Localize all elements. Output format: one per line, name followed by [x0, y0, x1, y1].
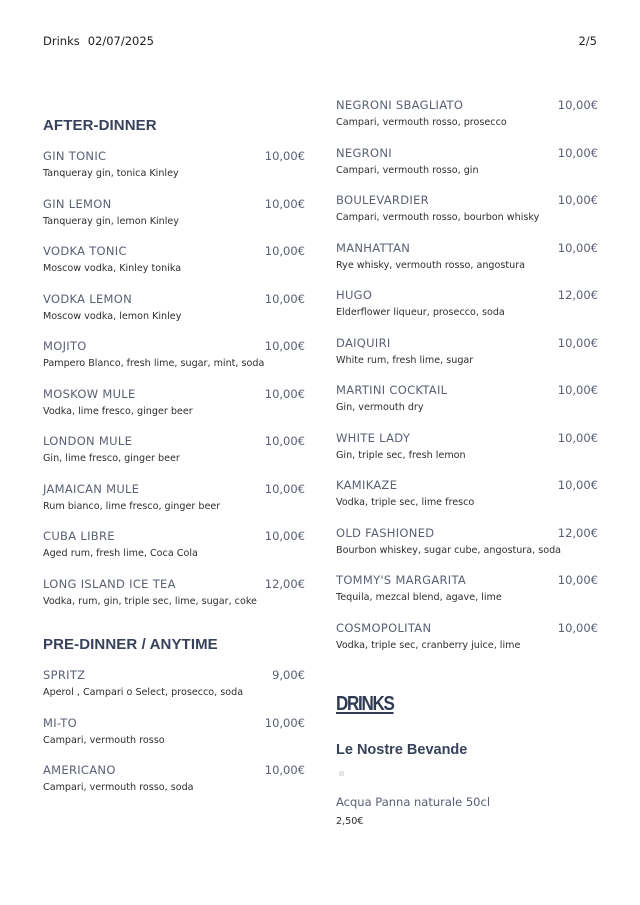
menu-item-row — [43, 666, 305, 684]
menu-item-price: 10,00€ — [264, 244, 305, 258]
after-dinner-list — [43, 147, 305, 622]
menu-item-row — [336, 144, 598, 162]
menu-item-row — [336, 96, 598, 114]
menu-item-description: White rum, fresh lime, sugar — [336, 354, 474, 366]
menu-item-row — [336, 334, 598, 352]
menu-item-description: Tanqueray gin, tonica Kinley — [43, 168, 179, 179]
menu-item-description: Elderflower liqueur, prosecco, soda — [336, 307, 505, 318]
menu-item-price: 10,00€ — [557, 620, 598, 635]
header-date: 02/07/2025 — [87, 34, 155, 48]
menu-item-price: 12,00€ — [557, 525, 598, 540]
menu-item — [336, 96, 598, 144]
menu-item-row — [336, 476, 598, 494]
menu-item-description: Vodka, triple sec, cranberry juice, lime — [336, 639, 521, 651]
menu-item — [43, 385, 305, 433]
menu-item-row — [336, 381, 598, 399]
menu-item — [43, 147, 305, 195]
menu-item-row — [336, 239, 598, 257]
menu-item-row — [43, 527, 305, 545]
menu-item — [43, 714, 305, 762]
menu-item-name: OLD FASHIONED — [336, 525, 435, 540]
menu-item-name: WHITE LADY — [336, 430, 411, 445]
menu-item-description: Moscow vodka, Kinley tonika — [43, 263, 182, 274]
menu-item-price: 10,00€ — [264, 196, 305, 211]
menu-item — [336, 619, 598, 667]
drinks-heading: DRINKS — [336, 693, 394, 715]
menu-item-row — [336, 429, 598, 447]
menu-item — [336, 191, 598, 239]
menu-item-description: Gin, triple sec, fresh lemon — [336, 449, 466, 461]
menu-item-name: CUBA LIBRE — [43, 529, 115, 543]
menu-item-description: Campari, vermouth rosso — [43, 734, 165, 746]
menu-item-price: 10,00€ — [557, 573, 598, 587]
menu-item-row — [43, 195, 305, 213]
menu-item-description: Moscow vodka, lemon Kinley — [43, 310, 182, 322]
menu-item-row — [43, 337, 305, 355]
menu-item-name: GIN LEMON — [43, 196, 112, 211]
page-header-left — [43, 34, 154, 48]
menu-item-description: Vodka, triple sec, lime fresco — [336, 497, 475, 508]
menu-item-row — [336, 524, 598, 542]
section-title-pre-dinner: PRE-DINNER / ANYTIME — [43, 636, 218, 653]
menu-item-row — [43, 480, 305, 498]
menu-item-description: Tequila, mezcal blend, agave, lime — [336, 592, 502, 603]
menu-item-price: 10,00€ — [557, 383, 598, 397]
menu-item-name: LONDON MULE — [43, 434, 133, 448]
menu-item-name: NEGRONI SBAGLIATO — [336, 98, 464, 112]
menu-item-price: 10,00€ — [557, 145, 598, 160]
sub-heading: Le Nostre Bevande — [336, 742, 468, 758]
menu-item-name: MANHATTAN — [336, 240, 411, 255]
menu-item-row — [336, 191, 598, 209]
menu-item-price: 10,00€ — [557, 98, 598, 112]
menu-item-name: TOMMY'S MARGARITA — [336, 573, 467, 587]
menu-item-description: Campari, vermouth rosso, bourbon whisky — [336, 212, 540, 223]
menu-item-row — [336, 619, 598, 637]
menu-item-price: 10,00€ — [264, 291, 305, 306]
menu-item-name: VODKA LEMON — [43, 291, 132, 306]
pre-dinner-list — [43, 666, 305, 809]
menu-item-name: MI-TO — [43, 715, 77, 730]
menu-item-price: 10,00€ — [264, 386, 305, 401]
menu-item — [336, 429, 598, 477]
menu-item — [43, 337, 305, 385]
menu-item-name: HUGO — [336, 288, 373, 302]
menu-item-description: Campari, vermouth rosso, prosecco — [336, 117, 507, 128]
menu-item — [336, 381, 598, 429]
header-title: Drinks — [43, 34, 80, 48]
menu-item-price: 10,00€ — [264, 149, 305, 163]
menu-item-name: MOSKOW MULE — [43, 386, 136, 401]
menu-item — [43, 480, 305, 528]
menu-item-price: 12,00€ — [264, 576, 305, 591]
menu-item-name: VODKA TONIC — [43, 244, 127, 258]
menu-item-price: 10,00€ — [557, 335, 598, 350]
menu-item-name: AMERICANO — [43, 763, 116, 777]
menu-item-price: 10,00€ — [557, 478, 598, 492]
menu-item — [43, 527, 305, 575]
menu-item — [336, 571, 598, 619]
menu-item-description: Rye whisky, vermouth rosso, angostura — [336, 259, 526, 271]
menu-item-price: 10,00€ — [264, 339, 305, 353]
menu-item-price: 10,00€ — [264, 434, 305, 448]
water-item-name: Acqua Panna naturale 50cl — [336, 795, 491, 809]
menu-item-row — [43, 761, 305, 779]
menu-item-row — [43, 385, 305, 403]
menu-item-name: SPRITZ — [43, 668, 86, 682]
menu-item — [43, 432, 305, 480]
menu-item-price: 10,00€ — [264, 529, 305, 543]
menu-item-price: 10,00€ — [557, 240, 598, 255]
menu-item-name: NEGRONI — [336, 145, 392, 160]
cocktail-list — [336, 96, 598, 666]
page-number: 2/5 — [578, 34, 597, 48]
menu-item-row — [43, 147, 305, 165]
menu-item-description: Vodka, rum, gin, triple sec, lime, sugar, coke — [43, 595, 257, 607]
menu-item-row — [336, 286, 598, 304]
menu-item-description: Aged rum, fresh lime, Coca Cola — [43, 548, 198, 559]
menu-item-price: 10,00€ — [264, 715, 305, 730]
menu-item-name: MARTINI COCKTAIL — [336, 383, 448, 397]
menu-item-name: JAMAICAN MULE — [43, 481, 140, 496]
menu-item — [43, 195, 305, 243]
menu-item — [336, 239, 598, 287]
left-column — [43, 117, 305, 809]
menu-item-name: LONG ISLAND ICE TEA — [43, 576, 176, 591]
water-item-price: 2,50€ — [336, 816, 364, 827]
menu-item-row — [43, 290, 305, 308]
menu-item — [43, 290, 305, 338]
menu-item-price: 9,00€ — [272, 668, 305, 682]
menu-item-row — [43, 432, 305, 450]
menu-item-description: Campari, vermouth rosso, soda — [43, 782, 194, 793]
menu-item-description: Bourbon whiskey, sugar cube, angostura, soda — [336, 544, 562, 556]
menu-item-name: GIN TONIC — [43, 149, 107, 163]
menu-item-description: Gin, vermouth dry — [336, 402, 424, 413]
menu-item-row — [43, 242, 305, 260]
menu-item-name: BOULEVARDIER — [336, 193, 429, 207]
section-title-after-dinner: AFTER-DINNER — [43, 117, 157, 134]
menu-item-description: Campari, vermouth rosso, gin — [336, 164, 479, 176]
menu-item-name: COSMOPOLITAN — [336, 620, 432, 635]
menu-item — [336, 334, 598, 382]
menu-item-description: Gin, lime fresco, ginger beer — [43, 453, 180, 464]
menu-item-description: Rum bianco, lime fresco, ginger beer — [43, 500, 221, 512]
menu-item — [336, 286, 598, 334]
menu-item-row — [336, 571, 598, 589]
menu-item-description: Aperol , Campari o Select, prosecco, soda — [43, 687, 244, 698]
menu-item-price: 10,00€ — [264, 481, 305, 496]
image-placeholder — [339, 771, 344, 776]
menu-item-description: Pampero Blanco, fresh lime, sugar, mint, soda — [43, 358, 265, 369]
menu-item — [43, 761, 305, 809]
menu-item — [336, 476, 598, 524]
menu-item-row — [43, 714, 305, 732]
menu-item-name: MOJITO — [43, 339, 87, 353]
menu-item — [43, 242, 305, 290]
menu-item — [43, 666, 305, 714]
menu-item — [336, 524, 598, 572]
menu-item — [43, 575, 305, 623]
menu-item-price: 10,00€ — [557, 193, 598, 207]
menu-item-name: DAIQUIRI — [336, 335, 391, 350]
menu-item-description: Vodka, lime fresco, ginger beer — [43, 405, 193, 417]
right-column — [336, 96, 598, 666]
menu-item-price: 10,00€ — [557, 430, 598, 445]
menu-item-row — [43, 575, 305, 593]
menu-item — [336, 144, 598, 192]
menu-item-name: KAMIKAZE — [336, 478, 398, 492]
menu-item-price: 12,00€ — [557, 288, 598, 302]
menu-item-description: Tanqueray gin, lemon Kinley — [43, 215, 179, 227]
menu-item-price: 10,00€ — [264, 763, 305, 777]
